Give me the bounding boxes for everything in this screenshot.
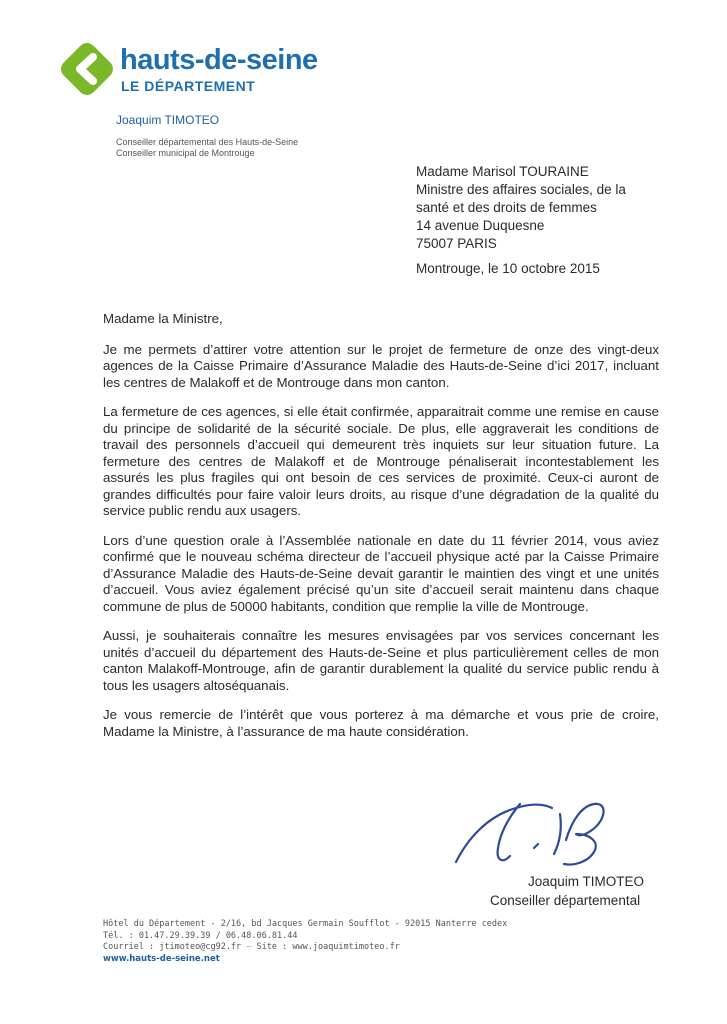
logo-name: hauts-de-seine — [120, 44, 318, 76]
department-logo — [58, 40, 318, 100]
footer-address: Hôtel du Département - 2/16, bd Jacques Germain Soufflot - 92015 Nanterre cedex — [103, 919, 508, 929]
logo-chevron-icon — [58, 40, 116, 98]
signatory-title: Conseiller départemental — [490, 893, 641, 908]
sender-role-2: Conseiller municipal de Montrouge — [116, 148, 255, 158]
sender-role-1: Conseiller départemental des Hauts-de-Seine — [116, 137, 299, 147]
footer-website-link[interactable]: www.hauts-de-seine.net — [103, 953, 220, 964]
footer-email[interactable]: Courriel : jtimoteo@cg92.fr — [103, 942, 242, 952]
footer — [103, 919, 507, 965]
recipient-line: Madame Marisol TOURAINE — [416, 164, 589, 179]
recipient-line: Ministre des affaires sociales, de la — [416, 182, 626, 197]
paragraph: Aussi, je souhaiterais connaître les mesures envisagées par vos services concernant les unités d’accueil du département des Hauts-de-Seine et plus particulièrement celles de mon canton Malakoff-Montrouge, afin de garantir durablement la qualité du service public rendu à tous les usagers altoséquanais. — [103, 628, 659, 693]
footer-site[interactable]: Site : www.joaquimtimoteo.fr — [256, 942, 400, 952]
footer-phone: Tél. : 01.47.29.39.39 / 06.48.06.81.44 — [103, 930, 298, 941]
date-line: Montrouge, le 10 octobre 2015 — [416, 261, 600, 276]
signatory-name: Joaquim TIMOTEO — [528, 874, 645, 889]
paragraph: La fermeture de ces agences, si elle était confirmée, apparaitrait comme une remise en cause du principe de solidarité de la sécurité sociale. De plus, elle aggraverait les conditions de travail des personnels d’accueil qui demeurent très inquiets sur leur situation future. La fermeture des centres de Malakoff et de Montrouge pénaliserait incontestablement les assurés les plus fragiles qui ont besoin de ces services de proximité. Ceux-ci auront de grandes difficultés pour faire valoir leurs droits, au risque d’une dégradation de la qualité du service public rendu aux usagers. — [103, 404, 659, 518]
footer-separator: – — [246, 942, 252, 952]
paragraph: Je vous remercie de l’intérêt que vous porterez à ma démarche et vous prie de croire, Madame la Ministre, à l’assurance de ma haute considération. — [103, 707, 659, 739]
footer-contact — [103, 942, 507, 954]
paragraph: Lors d’une question orale à l’Assemblée nationale en date du 11 février 2014, vous aviez confirmé que le nouveau schéma directeur de l’accueil physique acté par la Caisse Primaire d’Assurance Maladie des Hauts-de-Seine devait garantir le maintien des vingt et une unités d’accueil. Vous aviez également précisé qu’un site d’accueil serait maintenu dans chaque commune de plus de 50000 habitants, condition que remplie la ville de Montrouge. — [103, 532, 659, 614]
recipient-line: 75007 PARIS — [416, 236, 497, 251]
recipient-line: santé et des droits de femmes — [416, 200, 597, 215]
letter-body — [103, 311, 659, 753]
sender-name: Joaquim TIMOTEO — [116, 113, 220, 127]
recipient-address — [416, 163, 686, 253]
paragraph: Je me permets d’attirer votre attention sur le projet de fermeture de onze des vingt-deux agences de la Caisse Primaire d’Assurance Maladie des Hauts-de-Seine d’ici 2017, incluant les centres de Malakoff et de Montrouge dans mon canton. — [103, 341, 659, 390]
salutation: Madame la Ministre, — [103, 311, 223, 326]
logo-subtitle: LE DÉPARTEMENT — [121, 78, 256, 94]
recipient-line: 14 avenue Duquesne — [416, 218, 545, 233]
handwritten-signature — [448, 790, 628, 875]
